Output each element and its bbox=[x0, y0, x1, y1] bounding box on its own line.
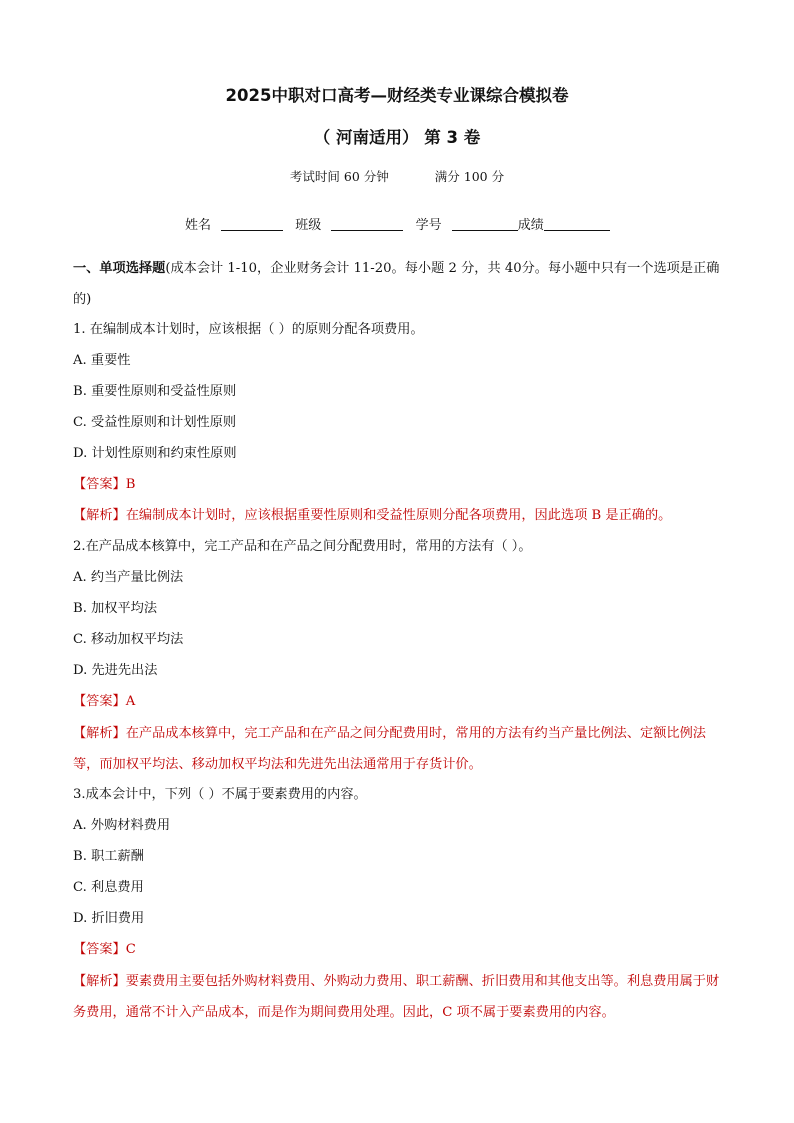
analysis-text: 在编制成本计划时，应该根据重要性原则和受益性原则分配各项费用，因此选项 B 是正确的。 bbox=[125, 508, 672, 523]
answer-tag: 【答案】 bbox=[73, 477, 126, 492]
analysis-line bbox=[73, 718, 727, 780]
option: D. 折旧费用 bbox=[73, 911, 145, 926]
analysis-line bbox=[73, 501, 727, 532]
option: B. 加权平均法 bbox=[73, 601, 158, 616]
answer-value: C bbox=[125, 942, 136, 957]
answer-tag: 【答案】 bbox=[73, 942, 126, 957]
question-stem: 1. 在编制成本计划时，应该根据（ ）的原则分配各项费用。 bbox=[73, 322, 424, 337]
score-label: 成绩 bbox=[517, 218, 544, 233]
option: C. 利息费用 bbox=[73, 880, 144, 895]
answer-line bbox=[73, 935, 727, 966]
question-stem: 3.成本会计中，下列（ ）不属于要素费用的内容。 bbox=[73, 787, 367, 802]
option: B. 重要性原则和受益性原则 bbox=[73, 384, 237, 399]
full-score: 满分 100 分 bbox=[434, 169, 505, 184]
analysis-tag: 【解析】 bbox=[73, 726, 126, 741]
analysis-text: 在产品成本核算中，完工产品和在产品之间分配费用时，常用的方法有约当产量比例法、定额比例法等，而加权平均法、移动加权平均法和先进先出法通常用于存货计价。 bbox=[73, 726, 706, 772]
student-info-row bbox=[185, 214, 610, 233]
analysis-tag: 【解析】 bbox=[73, 508, 126, 523]
option: C. 受益性原则和计划性原则 bbox=[73, 415, 237, 430]
analysis-text: 要素费用主要包括外购材料费用、外购动力费用、职工薪酬、折旧费用和其他支出等。利息费用属于财务费用，通常不计入产品成本，而是作为期间费用处理。因此，C 项不属于要素费用的内容。 bbox=[73, 974, 720, 1020]
answer-line bbox=[73, 470, 727, 501]
name-blank bbox=[221, 216, 283, 231]
exam-time: 考试时间 60 分钟 bbox=[289, 169, 389, 184]
class-label: 班级 bbox=[295, 218, 322, 233]
question-content bbox=[73, 253, 727, 1028]
option: D. 计划性原则和约束性原则 bbox=[73, 446, 237, 461]
option: A. 外购材料费用 bbox=[73, 818, 171, 833]
exam-title: 2025中职对口高考—财经类专业课综合模拟卷 bbox=[225, 86, 569, 105]
score-blank bbox=[544, 216, 610, 231]
option: A. 重要性 bbox=[73, 353, 131, 368]
option: C. 移动加权平均法 bbox=[73, 632, 184, 647]
section-intro bbox=[73, 253, 727, 315]
option: B. 职工薪酬 bbox=[73, 849, 144, 864]
analysis-tag: 【解析】 bbox=[73, 974, 126, 989]
answer-tag: 【答案】 bbox=[73, 694, 126, 709]
question-stem: 2.在产品成本核算中，完工产品和在产品之间分配费用时，常用的方法有（ ）。 bbox=[73, 539, 532, 554]
option: D. 先进先出法 bbox=[73, 663, 158, 678]
exam-subtitle: （ 河南适用） 第 3 卷 bbox=[313, 128, 481, 147]
class-blank bbox=[331, 216, 403, 231]
exam-meta bbox=[0, 167, 794, 185]
section-description: (成本会计 1-10，企业财务会计 11-20。每小题 2 分，共 40分。每小题中只有一个选项是正确的) bbox=[73, 261, 720, 307]
name-label: 姓名 bbox=[185, 218, 212, 233]
answer-line bbox=[73, 687, 727, 718]
section-heading: 一、单项选择题 bbox=[73, 261, 166, 276]
id-blank bbox=[452, 216, 518, 231]
option: A. 约当产量比例法 bbox=[73, 570, 184, 585]
answer-value: B bbox=[125, 477, 136, 492]
analysis-line bbox=[73, 966, 727, 1028]
answer-value: A bbox=[125, 694, 136, 709]
id-label: 学号 bbox=[415, 218, 442, 233]
